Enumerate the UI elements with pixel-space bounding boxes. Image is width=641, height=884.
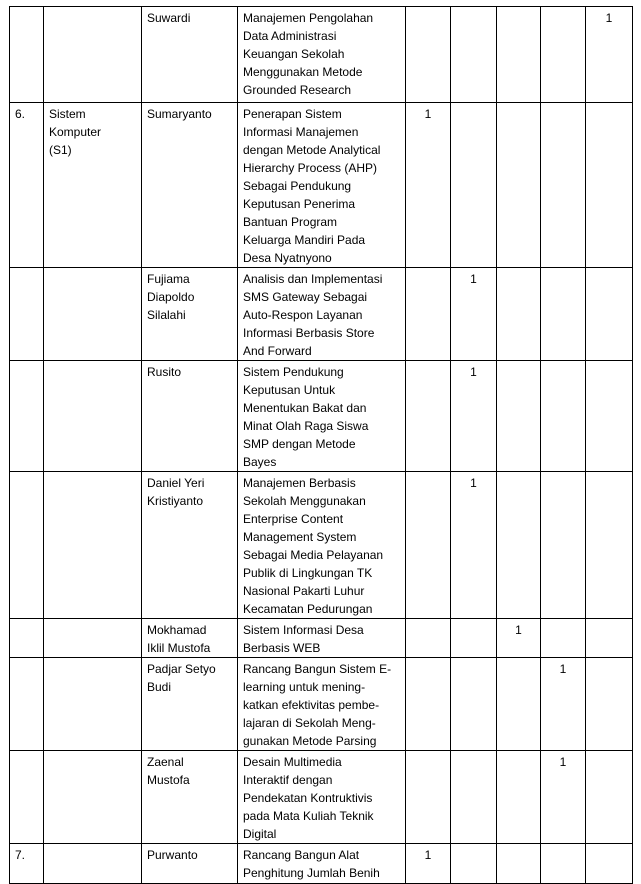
research-title: Manajemen Berbasis Sekolah Menggunakan Enterprise Content Management System Sebagai Media Pelayanan Publik di Lingkungan TK Nasional Pakarti Luhur Kecamatan Pedurungan xyxy=(238,472,406,619)
mark-cell xyxy=(586,751,633,844)
mark-cell xyxy=(406,619,451,658)
row-number xyxy=(10,619,44,658)
mark-cell xyxy=(586,268,633,361)
mark-cell: 1 xyxy=(541,658,586,751)
mark-cell xyxy=(497,751,541,844)
mark-cell xyxy=(497,7,541,103)
table-row xyxy=(10,472,633,619)
mark-cell xyxy=(586,472,633,619)
mark-cell xyxy=(586,619,633,658)
mark-cell xyxy=(541,103,586,268)
researcher-name: Zaenal Mustofa xyxy=(142,751,238,844)
row-number xyxy=(10,751,44,844)
table-row xyxy=(10,658,633,751)
mark-cell xyxy=(406,361,451,472)
mark-cell xyxy=(406,268,451,361)
research-title: Penerapan Sistem Informasi Manajemen dengan Metode Analytical Hierarchy Process (AHP) Sebagai Pendukung Keputusan Penerima Bantuan Program Keluarga Mandiri Pada Desa Nyatnyono xyxy=(238,103,406,268)
mark-cell: 1 xyxy=(541,751,586,844)
mark-cell xyxy=(451,619,497,658)
study-program xyxy=(44,361,142,472)
mark-cell xyxy=(451,658,497,751)
row-number xyxy=(10,361,44,472)
mark-cell: 1 xyxy=(586,7,633,103)
researcher-name: Suwardi xyxy=(142,7,238,103)
researcher-name: Rusito xyxy=(142,361,238,472)
study-program: Sistem Komputer (S1) xyxy=(44,103,142,268)
mark-cell xyxy=(497,658,541,751)
mark-cell: 1 xyxy=(451,268,497,361)
mark-cell: 1 xyxy=(406,103,451,268)
row-number xyxy=(10,7,44,103)
researcher-name: Padjar Setyo Budi xyxy=(142,658,238,751)
table-body xyxy=(10,7,633,884)
mark-cell xyxy=(586,361,633,472)
research-title: Manajemen Pengolahan Data Administrasi Keuangan Sekolah Menggunakan Metode Grounded Research xyxy=(238,7,406,103)
mark-cell: 1 xyxy=(406,844,451,884)
researcher-name: Purwanto xyxy=(142,844,238,884)
research-title: Desain Multimedia Interaktif dengan Pendekatan Kontruktivis pada Mata Kuliah Teknik Digital xyxy=(238,751,406,844)
mark-cell xyxy=(406,472,451,619)
study-program xyxy=(44,472,142,619)
mark-cell xyxy=(586,658,633,751)
study-program xyxy=(44,751,142,844)
table-row xyxy=(10,844,633,884)
mark-cell xyxy=(541,7,586,103)
research-title: Sistem Informasi Desa Berbasis WEB xyxy=(238,619,406,658)
mark-cell xyxy=(406,751,451,844)
researcher-name: Fujiama Diapoldo Silalahi xyxy=(142,268,238,361)
mark-cell xyxy=(451,751,497,844)
row-number xyxy=(10,472,44,619)
mark-cell xyxy=(541,844,586,884)
study-program xyxy=(44,619,142,658)
study-program xyxy=(44,844,142,884)
mark-cell: 1 xyxy=(451,472,497,619)
study-program xyxy=(44,7,142,103)
study-program xyxy=(44,658,142,751)
row-number xyxy=(10,268,44,361)
row-number: 7. xyxy=(10,844,44,884)
mark-cell xyxy=(451,103,497,268)
mark-cell xyxy=(406,7,451,103)
mark-cell xyxy=(497,103,541,268)
row-number xyxy=(10,658,44,751)
table-row xyxy=(10,619,633,658)
mark-cell xyxy=(451,7,497,103)
table-row xyxy=(10,103,633,268)
mark-cell: 1 xyxy=(451,361,497,472)
table-row xyxy=(10,7,633,103)
researcher-name: Daniel Yeri Kristiyanto xyxy=(142,472,238,619)
mark-cell: 1 xyxy=(497,619,541,658)
mark-cell xyxy=(541,619,586,658)
research-title: Sistem Pendukung Keputusan Untuk Menentukan Bakat dan Minat Olah Raga Siswa SMP dengan Metode Bayes xyxy=(238,361,406,472)
mark-cell xyxy=(541,268,586,361)
mark-cell xyxy=(586,844,633,884)
mark-cell xyxy=(497,472,541,619)
mark-cell xyxy=(497,268,541,361)
mark-cell xyxy=(497,361,541,472)
mark-cell xyxy=(541,361,586,472)
mark-cell xyxy=(497,844,541,884)
row-number: 6. xyxy=(10,103,44,268)
mark-cell xyxy=(406,658,451,751)
researcher-name: Sumaryanto xyxy=(142,103,238,268)
researcher-name: Mokhamad Iklil Mustofa xyxy=(142,619,238,658)
table-row xyxy=(10,751,633,844)
table-row xyxy=(10,268,633,361)
study-program xyxy=(44,268,142,361)
mark-cell xyxy=(541,472,586,619)
research-title: Rancang Bangun Sistem E- learning untuk mening- katkan efektivitas pembe- lajaran di Sekolah Meng- gunakan Metode Parsing xyxy=(238,658,406,751)
research-table xyxy=(9,6,633,884)
mark-cell xyxy=(451,844,497,884)
research-title: Rancang Bangun Alat Penghitung Jumlah Benih xyxy=(238,844,406,884)
table-row xyxy=(10,361,633,472)
mark-cell xyxy=(586,103,633,268)
research-title: Analisis dan Implementasi SMS Gateway Sebagai Auto-Respon Layanan Informasi Berbasis Store And Forward xyxy=(238,268,406,361)
